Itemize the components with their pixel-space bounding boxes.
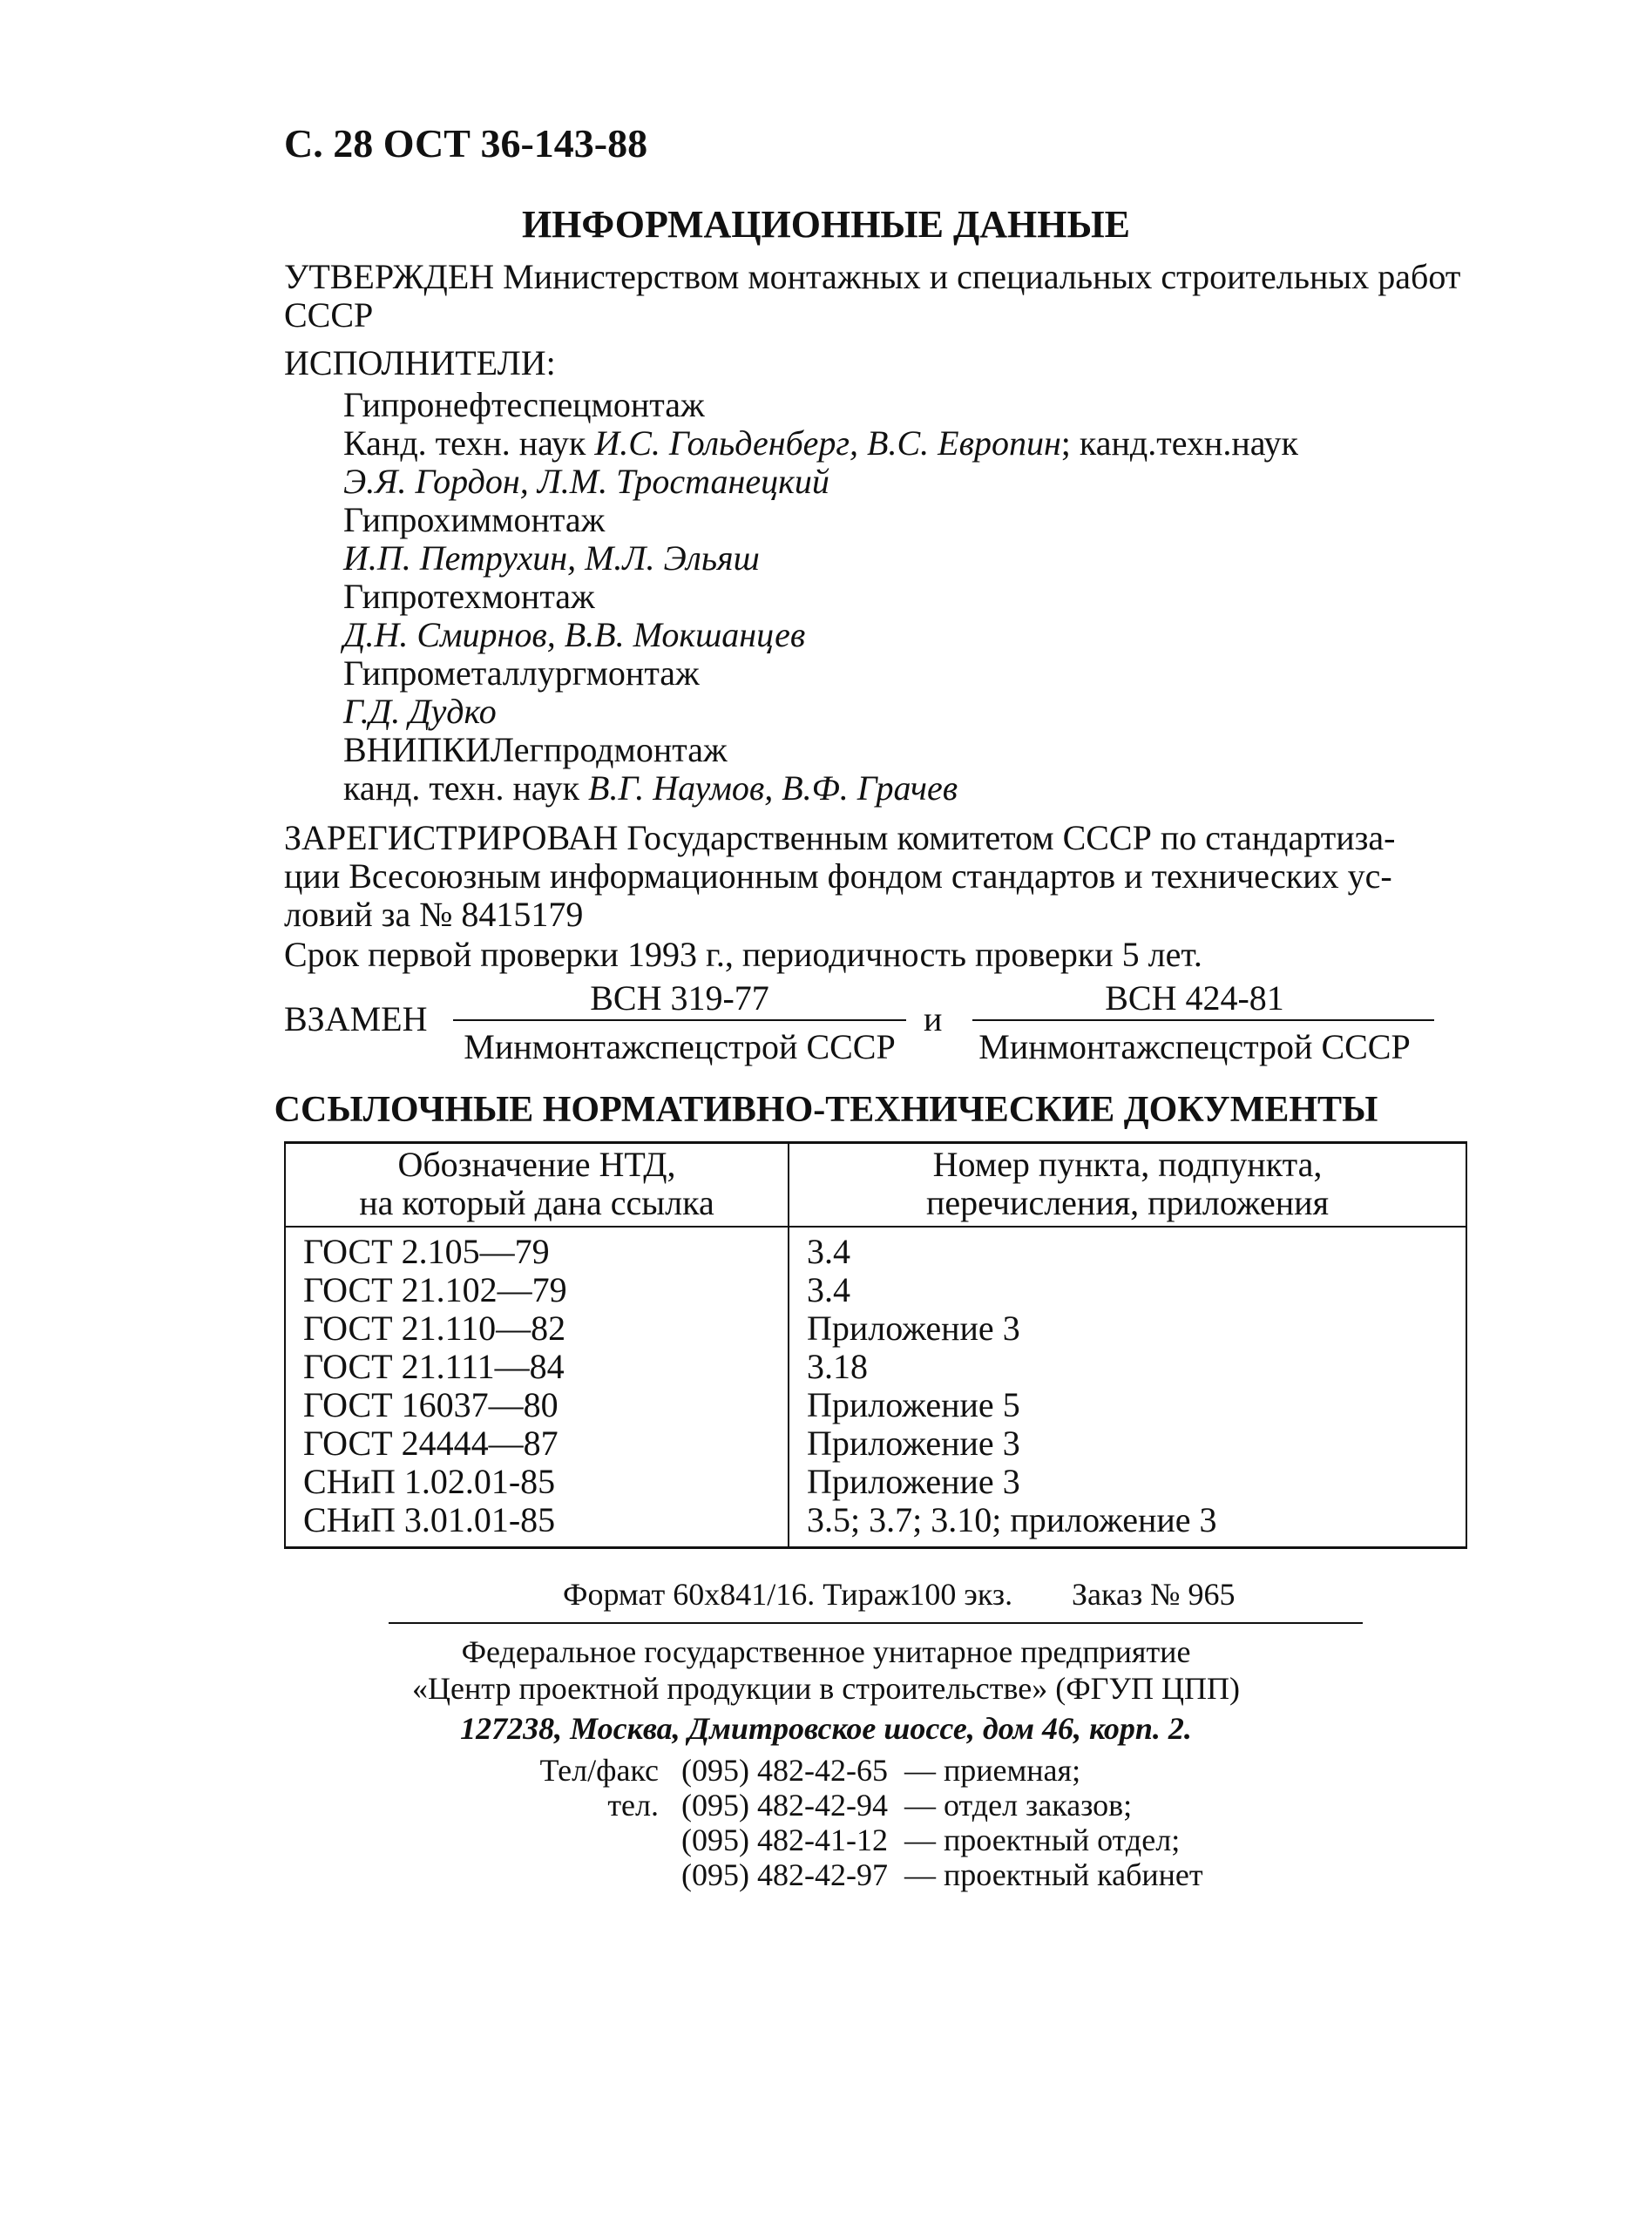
executor-names: Г.Д. Дудко [343, 692, 497, 731]
table-row [285, 1348, 1466, 1386]
executor-names: И.П. Петрухин, М.Л. Эльяш [343, 538, 760, 578]
fraction-line [453, 1019, 906, 1021]
fraction-line [972, 1019, 1434, 1021]
ref-cell: 3.5; 3.7; 3.10; приложение 3 [789, 1501, 1466, 1548]
ref-cell: Приложение 5 [789, 1386, 1466, 1424]
replaced-org-1: Минмонтажспецстрой СССР [464, 1027, 896, 1066]
table-row [285, 1424, 1466, 1463]
doc-cell: СНиП 1.02.01-85 [285, 1463, 789, 1501]
review-period: Срок первой проверки 1993 г., периодичность проверки 5 лет. [284, 935, 1202, 974]
contact-label: тел. [607, 1788, 659, 1823]
refs-table [284, 1141, 1467, 1549]
executor-names: Д.Н. Смирнов, В.В. Мокшанцев [343, 615, 806, 654]
degree-text: ; канд.техн.наук [1060, 423, 1298, 463]
executor-names: И.С. Гольденберг, В.С. Европин [594, 423, 1061, 463]
table-row [285, 1463, 1466, 1501]
contact-desc: — проектный отдел; [904, 1823, 1181, 1857]
table-row [285, 1271, 1466, 1309]
executor-names: Э.Я. Гордон, Л.М. Тростанецкий [343, 462, 829, 501]
replaced-doc-1: ВСН 319-77 [590, 978, 769, 1018]
header-line: на который дана ссылка [359, 1183, 714, 1222]
contact-phone: (095) 482-42-94 [681, 1788, 888, 1823]
publisher-address: 127238, Москва, Дмитровское шоссе, дом 46, корп. 2. [460, 1711, 1192, 1746]
degree-text: Канд. техн. наук [343, 423, 595, 463]
contact-phone: (095) 482-41-12 [681, 1823, 888, 1857]
executor-org: Гипротехмонтаж [343, 577, 595, 616]
imprint-order: Заказ № 965 [1072, 1577, 1236, 1612]
replaced-org-2: Минмонтажспецстрой СССР [978, 1027, 1411, 1066]
header-line: перечисления, приложения [926, 1183, 1329, 1222]
doc-cell: ГОСТ 21.102—79 [285, 1271, 789, 1309]
ref-cell: Приложение 3 [789, 1424, 1466, 1463]
contact-phone: (095) 482-42-65 [681, 1753, 888, 1788]
table-row [285, 1386, 1466, 1424]
doc-cell: ГОСТ 16037—80 [285, 1386, 789, 1424]
contact-label: Тел/факс [539, 1753, 659, 1788]
column-header-doc [285, 1143, 789, 1228]
registered-line-3: ловий за № 8415179 [284, 895, 584, 934]
doc-cell: СНиП 3.01.01-85 [285, 1501, 789, 1548]
header-line: Номер пункта, подпункта, [932, 1145, 1323, 1184]
doc-cell: ГОСТ 2.105—79 [285, 1227, 789, 1271]
approved-label: УТВЕРЖДЕН [284, 257, 495, 296]
contact-desc: — приемная; [904, 1753, 1081, 1788]
publisher-line-1: Федеральное государственное унитарное предприятие [461, 1634, 1191, 1669]
registered-line-1: ЗАРЕГИСТРИРОВАН Государственным комитетом СССР по стандартиза- [284, 818, 1396, 857]
ref-cell: 3.18 [789, 1348, 1466, 1386]
refs-title: ССЫЛОЧНЫЕ НОРМАТИВНО-ТЕХНИЧЕСКИЕ ДОКУМЕНТЫ [274, 1090, 1378, 1130]
executor-org: Гипронефтеспецмонтаж [343, 385, 705, 424]
degree-text: канд. техн. наук [343, 768, 589, 808]
page-header: С. 28 ОСТ 36-143-88 [284, 121, 648, 166]
approved-text: Министерством монтажных и специальных строительных работ [494, 257, 1461, 296]
ref-cell: Приложение 3 [789, 1463, 1466, 1501]
table-row [285, 1309, 1466, 1348]
ref-cell: 3.4 [789, 1227, 1466, 1271]
executor-names-line [343, 424, 1298, 463]
doc-cell: ГОСТ 24444—87 [285, 1424, 789, 1463]
executor-names: В.Г. Наумов, В.Ф. Грачев [588, 768, 958, 808]
executor-org: ВНИПКИЛегпродмонтаж [343, 730, 728, 769]
registered-line-2: ции Всесоюзным информационным фондом стандартов и технических ус- [284, 856, 1392, 896]
approved-line-1 [284, 258, 1460, 296]
header-line: Обозначение НТД, [397, 1145, 676, 1184]
column-header-ref [789, 1143, 1466, 1228]
table-row [285, 1501, 1466, 1548]
replaced-and: и [924, 999, 943, 1038]
imprint-divider [389, 1622, 1363, 1624]
replaced-doc-2: ВСН 424-81 [1105, 978, 1284, 1018]
replaced-label: ВЗАМЕН [284, 999, 428, 1038]
imprint-format: Формат 60x841/16. Тираж100 экз. [563, 1577, 1013, 1612]
approved-line-2: СССР [284, 295, 374, 335]
executors-label: ИСПОЛНИТЕЛИ: [284, 343, 556, 382]
doc-cell: ГОСТ 21.111—84 [285, 1348, 789, 1386]
contact-desc: — отдел заказов; [904, 1788, 1133, 1823]
executor-names-line [343, 769, 958, 808]
publisher-line-2: «Центр проектной продукции в строительстве» (ФГУП ЦПП) [412, 1671, 1240, 1706]
contact-desc: — проектный кабинет [904, 1857, 1203, 1892]
ref-cell: Приложение 3 [789, 1309, 1466, 1348]
table-row [285, 1227, 1466, 1271]
contact-phone: (095) 482-42-97 [681, 1857, 888, 1892]
doc-cell: ГОСТ 21.110—82 [285, 1309, 789, 1348]
page-title: ИНФОРМАЦИОННЫЕ ДАННЫЕ [521, 203, 1131, 246]
ref-cell: 3.4 [789, 1271, 1466, 1309]
executor-org: Гипрометаллургмонтаж [343, 653, 700, 693]
table-header-row [285, 1143, 1466, 1228]
executor-org: Гипрохиммонтаж [343, 500, 606, 539]
